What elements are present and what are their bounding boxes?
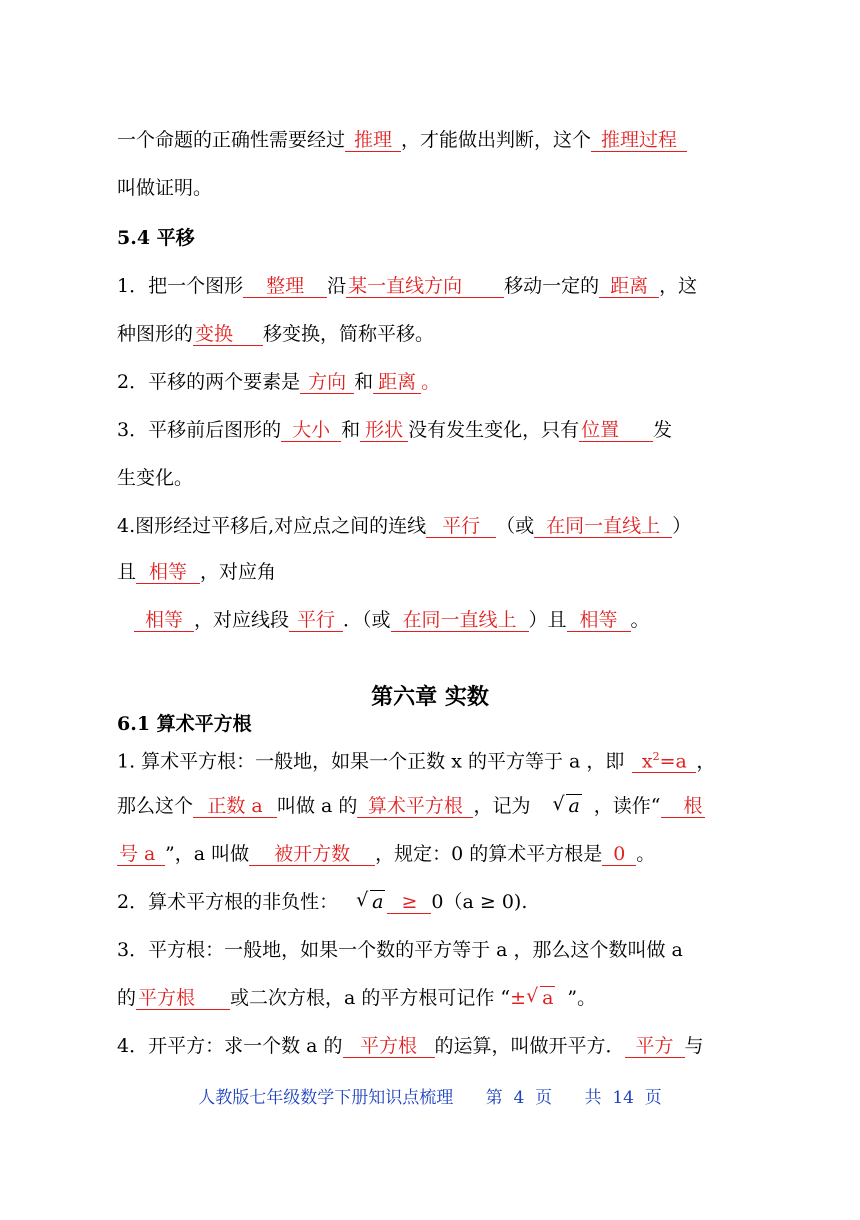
blank: 位置 <box>579 419 653 442</box>
blank: 平行 <box>289 609 343 632</box>
para-sqrt-3b: 的 平方根 或二次方根，a 的平方根可记作 “±√ a ”。 <box>117 986 596 1010</box>
blank: 方向 <box>300 371 354 394</box>
para-sqrt-3: 3．平方根：一般地，如果一个数的平方等于 a ，那么这个数叫做 a <box>117 939 683 961</box>
blank: 在同一直线上 <box>391 609 529 632</box>
blank: 形状 <box>360 419 408 442</box>
sqrt-symbol: √ a <box>526 986 555 1010</box>
blank: 平方根 <box>136 987 230 1010</box>
section-heading-6-1: 6.1 算术平方根 <box>117 713 252 735</box>
blank: 被开方数 <box>249 843 375 866</box>
sqrt-symbol: √ a <box>356 890 385 914</box>
blank: 相等 <box>134 609 194 632</box>
para-translation-1: 1．把一个图形 整理 沿 某一直线方向 移动一定的 距离 ，这 <box>117 275 698 297</box>
blank: 算术平方根 <box>357 795 473 818</box>
section-heading-5-4: 5.4 平移 <box>117 227 195 249</box>
blank: 变换 <box>193 323 263 346</box>
blank: 根 <box>661 795 705 818</box>
sqrt-symbol: √ a <box>552 794 581 818</box>
blank: 正数 a <box>193 795 277 818</box>
blank: 相等 <box>567 609 631 632</box>
blank: 相等 <box>136 561 200 584</box>
para-translation-4b: 且 相等 ，对应角 <box>117 561 277 583</box>
para-sqrt-1b: 那么这个 正数 a 叫做 a 的 算术平方根 ，记为√ a ，读作“ 根 <box>117 794 705 818</box>
blank: 距离 <box>373 371 421 394</box>
blank: 距离 <box>599 275 659 298</box>
blank: 整理 <box>243 275 327 298</box>
blank: 推理 <box>345 129 401 152</box>
blank: 大小 <box>281 419 341 442</box>
para-translation-3: 3．平移前后图形的 大小 和 形状 没有发生变化，只有 位置 发 <box>117 419 673 441</box>
para-sqrt-2: 2．算术平方根的非负性：√ a ≥ 0（a ≥ 0). <box>117 890 527 914</box>
blank: 平方 <box>625 1035 685 1058</box>
blank: 平方根 <box>343 1035 435 1058</box>
blank: 0 <box>602 843 636 866</box>
page-footer: 人教版七年级数学下册知识点梳理 第 4 页 共 14 页 <box>198 1088 662 1108</box>
line-proof-1: 一个命题的正确性需要经过 推理 ，才能做出判断，这个 推理过程 <box>117 128 687 152</box>
blank: 某一直线方向 <box>346 275 504 298</box>
blank: 推理过程 <box>591 129 687 152</box>
blank: 号 a <box>117 843 165 866</box>
para-translation-1b: 种图形的 变换 移变换，简称平移。 <box>117 323 435 345</box>
para-translation-2: 2．平移的两个要素是 方向 和 距离 。 <box>117 371 441 393</box>
blank: 在同一直线上 <box>534 515 672 538</box>
para-translation-4: 4.图形经过平移后,对应点之间的连线 平行 （或 在同一直线上 ） <box>117 515 692 537</box>
chapter-title: 第六章 实数 <box>371 684 489 710</box>
blank: $x^2=a$ <box>632 746 696 773</box>
para-sqrt-4: 4．开平方：求一个数 a 的 平方根 的运算，叫做开平方． 平方 与 <box>117 1035 704 1057</box>
para-translation-3b: 生变化。 <box>117 467 194 489</box>
para-sqrt-1c: 号 a ”，a 叫做 被开方数 ，规定：0 的算术平方根是 0 。 <box>119 843 656 865</box>
para-sqrt-1: 1. 算术平方根：一般地，如果一个正数 x 的平方等于 a ，即 $x^2=a$ ， <box>117 746 715 773</box>
blank: 平行 <box>426 515 496 538</box>
blank: ≥ <box>387 891 431 914</box>
line-proof-2: 叫做证明。 <box>117 177 213 199</box>
para-translation-4c: 相等 ，对应线段 平行 ．（或 在同一直线上 ）且 相等 。 <box>134 608 650 632</box>
